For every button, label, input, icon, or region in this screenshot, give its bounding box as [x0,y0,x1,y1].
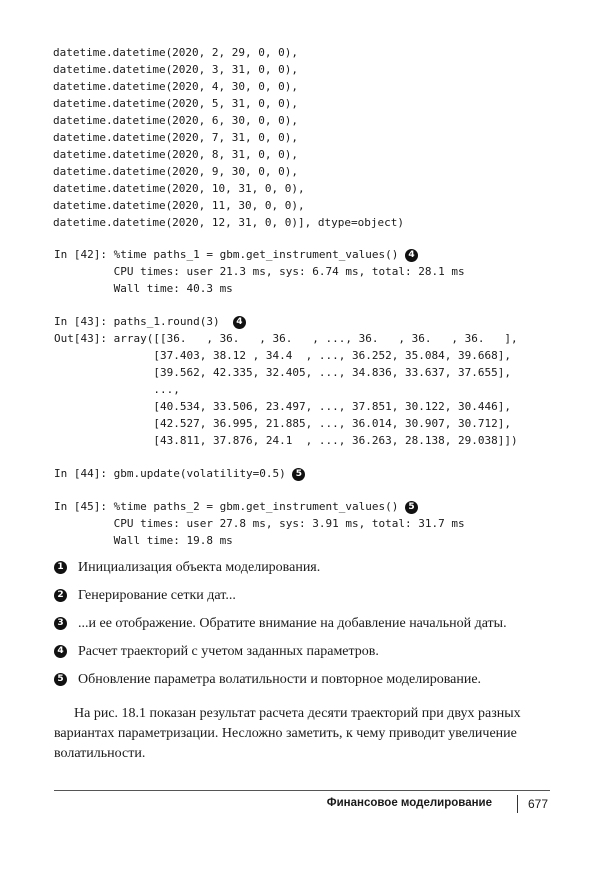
callout-marker: 1 [54,561,67,574]
page-number: 677 [528,797,549,811]
callout-marker: 5 [54,673,67,686]
cell-45-input: In [45]: %time paths_2 = gbm.get_instrument_values() 5 [54,498,418,515]
code-line: datetime.datetime(2020, 3, 31, 0, 0), [0,63,299,76]
cell-43-output: [42.527, 36.995, 21.885, ..., 36.014, 30.907, 30.712], [54,417,511,430]
footer-chapter-title: Финансовое моделирование [326,797,492,809]
cell-43-output: [40.534, 33.506, 23.497, ..., 37.851, 30.122, 30.446], [54,400,511,413]
cell-43-output: ..., [54,383,180,396]
cell-42-input: In [42]: %time paths_1 = gbm.get_instrument_values() 4 [54,246,418,263]
code-line: datetime.datetime(2020, 12, 31, 0, 0)], dtype=object) [0,216,404,229]
code-line: datetime.datetime(2020, 9, 30, 0, 0), [0,165,299,178]
callout-marker: 5 [292,468,305,481]
code-line: datetime.datetime(2020, 2, 29, 0, 0), [0,46,299,59]
callout-text: Расчет траекторий с учетом заданных параметров. [78,644,379,659]
callout-marker: 2 [54,589,67,602]
cell-44-input: In [44]: gbm.update(volatility=0.5) 5 [54,465,305,482]
cell-43-output: [43.811, 37.876, 24.1 , ..., 36.263, 28.138, 29.038]]) [54,434,518,447]
footer-separator [517,795,518,813]
code-line: datetime.datetime(2020, 7, 31, 0, 0), [0,131,299,144]
cell-43-output: Out[43]: array([[36. , 36. , 36. , ..., 36. , 36. , 36. ], [54,332,518,345]
callout-text: Генерирование сетки дат... [78,588,236,603]
callout-marker: 3 [54,617,67,630]
cell-43-input: In [43]: paths_1.round(3) 4 [54,313,246,330]
footer-rule [54,790,550,791]
callout-marker: 5 [405,501,418,514]
callout-marker: 4 [233,316,246,329]
code-line: datetime.datetime(2020, 5, 31, 0, 0), [0,97,299,110]
callout-text: Инициализация объекта моделирования. [78,560,321,575]
cell-42-output: CPU times: user 21.3 ms, sys: 6.74 ms, total: 28.1 ms [54,265,465,278]
code-cells [54,0,600,547]
code-line: datetime.datetime(2020, 6, 30, 0, 0), [0,114,299,127]
cell-43-output: [37.403, 38.12 , 34.4 , ..., 36.252, 35.084, 39.668], [54,349,511,362]
callout-text: ...и ее отображение. Обратите внимание на добавление начальной даты. [78,616,507,631]
code-line: datetime.datetime(2020, 10, 31, 0, 0), [0,182,305,195]
callout-marker: 4 [405,249,418,262]
code-line: datetime.datetime(2020, 8, 31, 0, 0), [0,148,299,161]
cell-45-output: Wall time: 19.8 ms [54,534,233,547]
cell-42-output: Wall time: 40.3 ms [54,282,233,295]
callout-marker: 4 [54,645,67,658]
cell-43-output: [39.562, 42.335, 32.405, ..., 34.836, 33.637, 37.655], [54,366,511,379]
body-paragraph: На рис. 18.1 показан результат расчета десяти траекторий при двух разных вариантах параметризации. Несложно заметить, к чему приводит увеличение волатильности. [54,706,521,761]
callout-text: Обновление параметра волатильности и повторное моделирование. [78,672,482,687]
cell-45-output: CPU times: user 27.8 ms, sys: 3.91 ms, total: 31.7 ms [54,517,465,530]
code-line: datetime.datetime(2020, 4, 30, 0, 0), [0,80,299,93]
code-line: datetime.datetime(2020, 11, 30, 0, 0), [0,199,305,212]
